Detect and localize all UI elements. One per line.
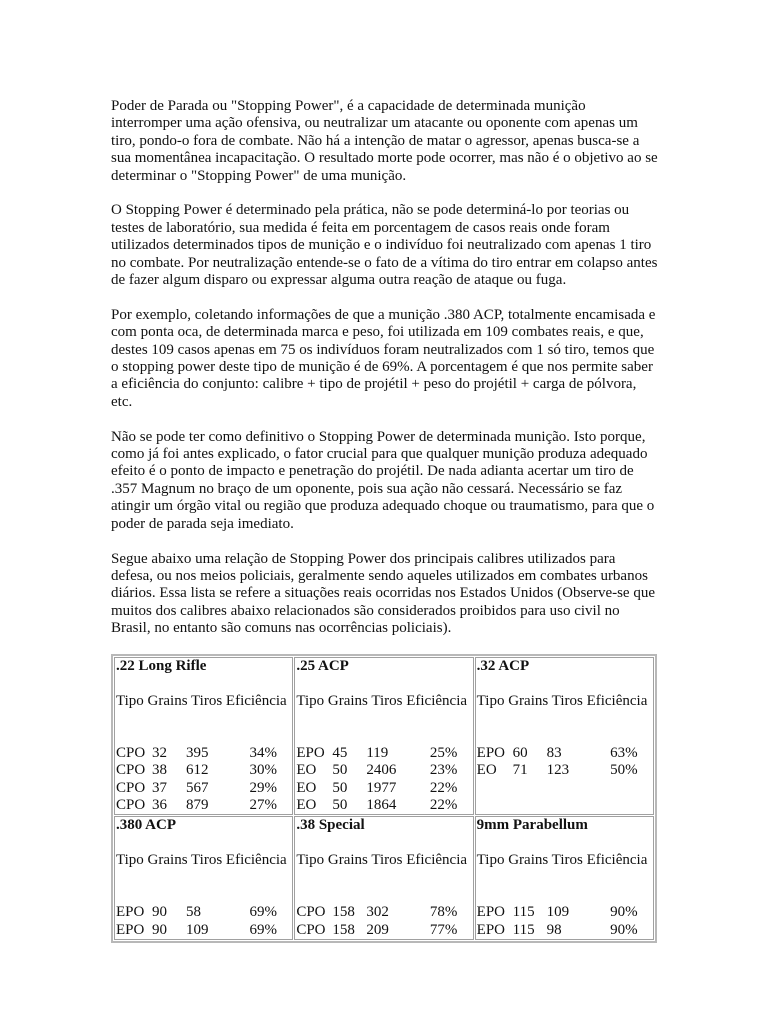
caliber-rows [477, 904, 653, 939]
tipo-value: EO [296, 762, 317, 779]
tipo-value: EO [296, 797, 317, 814]
grains-value: 158 [332, 904, 355, 921]
grains-value: 115 [512, 904, 535, 921]
caliber-title: 9mm Parabellum [476, 817, 588, 834]
tipo-value: EPO [116, 904, 145, 921]
grains-value: 50 [332, 762, 348, 779]
eficiencia-value: 90% [610, 921, 638, 938]
document-page [111, 98, 659, 943]
grains-value: 45 [332, 744, 348, 761]
tiros-value: 395 [186, 744, 209, 761]
caliber-title: .38 Special [296, 817, 365, 834]
column-headers: Tipo Grains Tiros Eficiência [476, 852, 648, 869]
grains-value: 71 [512, 762, 528, 779]
paragraph: Poder de Parada ou "Stopping Power", é a capacidade de determinada munição interromper uma ação ofensiva, ou neutralizar um atacante ou oponente com apenas um tiro, pondo-o fora de combate. Não há a intenção de matar o agressor, apenas busca-se a sua momentânea incapacitação. O resultado morte pode ocorrer, mas não é o objetivo ao se determinar o "Stopping Power" de uma munição. [111, 98, 658, 184]
paragraph: Por exemplo, coletando informações de que a munição .380 ACP, totalmente encamisada e com ponta oca, de determinada marca e peso, foi utilizada em 109 combates reais, e que, destes 109 casos apenas em 75 os indivíduos foram neutralizados com 1 só tiro, temos que o stopping power deste tipo de munição é de 69%. A porcentagem é que nos permite saber a eficiência do conjunto: calibre + tipo de projétil + peso do projétil + carga de pólvora, etc. [111, 306, 656, 410]
tipo-value: EPO [476, 904, 505, 921]
column-headers: Tipo Grains Tiros Eficiência [296, 852, 468, 869]
eficiencia-value: 25% [429, 744, 458, 761]
eficiencia-value: 34% [249, 744, 277, 761]
grains-value: 32 [152, 744, 167, 761]
caliber-title: .25 ACP [296, 657, 349, 674]
tiros-value: 109 [546, 904, 570, 921]
data-row [116, 797, 292, 814]
caliber-rows [296, 904, 472, 939]
grains-value: 36 [152, 797, 167, 814]
caliber-cell [475, 816, 654, 940]
column-headers: Tipo Grains Tiros Eficiência [476, 692, 648, 709]
tipo-value: EPO [296, 744, 325, 761]
eficiencia-value: 63% [610, 744, 638, 761]
eficiencia-value: 69% [249, 921, 277, 938]
tiros-value: 1864 [366, 797, 397, 814]
caliber-title: .380 ACP [116, 817, 176, 834]
tipo-value: EPO [476, 744, 505, 761]
tipo-value: CPO [116, 779, 146, 796]
data-row [296, 745, 472, 762]
tiros-value: 1977 [366, 779, 397, 796]
tiros-value: 109 [186, 921, 209, 938]
data-row [116, 904, 292, 921]
caliber-cell [114, 816, 293, 940]
column-headers: Tipo Grains Tiros Eficiência [116, 852, 287, 869]
data-row [116, 780, 292, 797]
stopping-power-table [111, 654, 657, 943]
data-row [296, 922, 472, 939]
caliber-title: .32 ACP [476, 657, 530, 674]
data-row [477, 904, 653, 921]
grains-value: 38 [152, 762, 167, 779]
column-headers: Tipo Grains Tiros Eficiência [116, 692, 287, 709]
tiros-value: 567 [186, 779, 209, 796]
data-row [477, 745, 653, 762]
data-row [296, 780, 472, 797]
eficiencia-value: 69% [249, 904, 277, 921]
tiros-value: 302 [366, 904, 389, 921]
tiros-value: 98 [546, 921, 562, 938]
tipo-value: EO [476, 762, 497, 779]
column-headers: Tipo Grains Tiros Eficiência [296, 692, 468, 709]
tipo-value: CPO [116, 744, 146, 761]
paragraph: Segue abaixo uma relação de Stopping Power dos principais calibres utilizados para defesa, ou nos meios policiais, geralmente sendo aqueles utilizados em combates urbanos diários. Essa lista se refere a situações reais ocorridas nos Estados Unidos (Observe-se que muitos dos calibres abaixo relacionados são considerados proibidos para uso civil no Brasil, no entanto são comuns nas ocorrências policiais). [111, 550, 655, 637]
eficiencia-value: 90% [610, 904, 638, 921]
table-row [114, 816, 654, 940]
caliber-rows [116, 904, 292, 939]
eficiencia-value: 22% [429, 779, 458, 796]
tipo-value: CPO [296, 904, 326, 921]
tiros-value: 2406 [366, 762, 397, 779]
tipo-value: CPO [296, 921, 326, 938]
caliber-cell [294, 657, 473, 816]
caliber-cell [114, 657, 293, 816]
tiros-value: 119 [366, 744, 389, 761]
eficiencia-value: 29% [249, 779, 277, 796]
tipo-value: EPO [116, 921, 145, 938]
grains-value: 60 [512, 744, 528, 761]
tiros-value: 879 [186, 797, 209, 814]
tipo-value: CPO [116, 762, 146, 779]
eficiencia-value: 77% [429, 921, 458, 938]
tipo-value: EO [296, 779, 317, 796]
data-row [116, 745, 292, 762]
grains-value: 50 [332, 797, 348, 814]
tiros-value: 123 [546, 762, 570, 779]
data-row [116, 762, 292, 779]
grains-value: 158 [332, 921, 355, 938]
tipo-value: CPO [116, 797, 146, 814]
caliber-rows [116, 745, 292, 815]
eficiencia-value: 30% [249, 762, 277, 779]
data-row [116, 922, 292, 939]
paragraph: Não se pode ter como definitivo o Stopping Power de determinada munição. Isto porque, como já foi antes explicado, o fator crucial para que qualquer munição produza adequado efeito é o ponto de impacto e penetração do projétil. De nada adianta acertar um tiro de .357 Magnum no braço de um oponente, pois sua ação não cessará. Necessário se faz atingir um órgão vital ou região que produza adequado choque ou traumatismo, para que o poder de parada seja imediato. [111, 428, 655, 532]
grains-value: 90 [152, 904, 167, 921]
grains-value: 50 [332, 779, 348, 796]
tiros-value: 83 [546, 744, 562, 761]
caliber-rows [296, 745, 472, 815]
tiros-value: 209 [366, 921, 389, 938]
eficiencia-value: 23% [429, 762, 458, 779]
data-row [296, 762, 472, 779]
grains-value: 37 [152, 779, 167, 796]
caliber-cell [475, 657, 654, 816]
caliber-title: .22 Long Rifle [116, 657, 207, 674]
caliber-rows [477, 745, 653, 780]
eficiencia-value: 27% [249, 797, 277, 814]
tiros-value: 612 [186, 762, 209, 779]
eficiencia-value: 22% [429, 797, 458, 814]
data-row [296, 904, 472, 921]
data-row [296, 797, 472, 814]
grains-value: 115 [512, 921, 535, 938]
eficiencia-value: 50% [610, 762, 638, 779]
table-row [114, 657, 654, 816]
eficiencia-value: 78% [429, 904, 458, 921]
paragraph: O Stopping Power é determinado pela prática, não se pode determiná-lo por teorias ou testes de laboratório, sua medida é feita em porcentagem de casos reais onde foram utilizados determinados tipos de munição e o indivíduo foi neutralizado com apenas 1 tiro no combate. Por neutralização entende-se o fato de a vítima do tiro entrar em colapso antes de fazer algum disparo ou expressar alguma outra reação de ataque ou fuga. [111, 202, 658, 289]
tipo-value: EPO [476, 921, 505, 938]
grains-value: 90 [152, 921, 167, 938]
caliber-cell [294, 816, 473, 940]
data-row [477, 762, 653, 779]
data-row [477, 922, 653, 939]
tiros-value: 58 [186, 904, 201, 921]
